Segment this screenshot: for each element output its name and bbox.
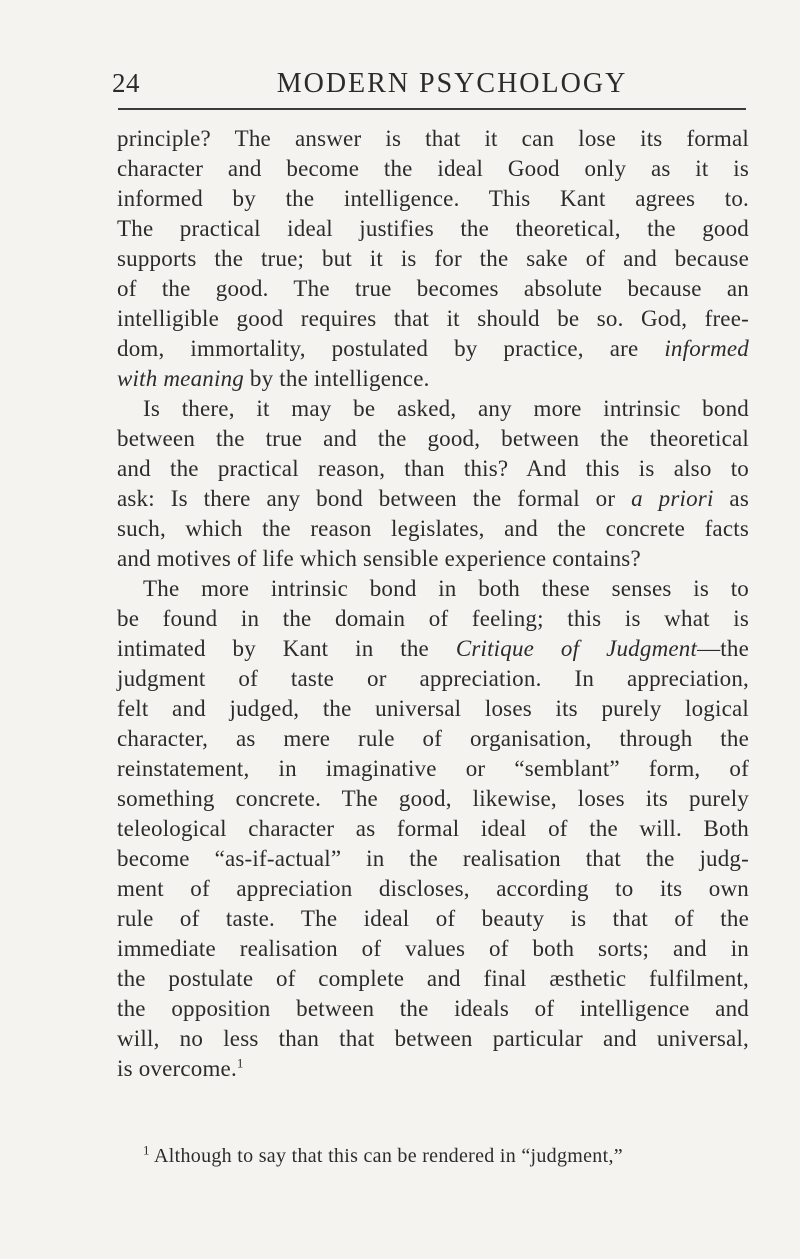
text-line: intimated by Kant in the Critique of Judgment—the: [117, 636, 749, 661]
text-line: The practical ideal justifies the theoretical, the good: [117, 216, 749, 241]
text-line: The more intrinsic bond in both these senses is to: [143, 576, 749, 601]
italic-phrase: a priori: [631, 486, 714, 511]
header-rule: [118, 108, 746, 110]
text-line: and motives of life which sensible experience contains?: [117, 546, 641, 571]
text-line: immediate realisation of values of both sorts; and in: [117, 936, 749, 961]
text-line: the opposition between the ideals of intelligence and: [117, 996, 749, 1021]
text-line: principle? The answer is that it can lose its formal: [117, 126, 749, 151]
text-line: will, no less than that between particular and universal,: [117, 1026, 749, 1051]
text-line: felt and judged, the universal loses its purely logical: [117, 696, 749, 721]
italic-phrase: Critique of Judgment: [455, 636, 698, 661]
footnote-reference[interactable]: 1: [236, 1055, 244, 1071]
text-line: ask: Is there any bond between the formal or a priori as: [117, 486, 749, 511]
text-line: intelligible good requires that it should be so. God, free-: [117, 306, 749, 331]
footnote-marker: 1: [143, 1142, 150, 1158]
page-header: [112, 62, 746, 102]
text-line: reinstatement, in imaginative or “semblant” form, of: [117, 756, 749, 781]
text-line: something concrete. The good, likewise, loses its purely: [117, 786, 749, 811]
text-line: and the practical reason, than this? And this is also to: [117, 456, 749, 481]
italic-phrase: with meaning: [117, 366, 244, 391]
text-line: rule of taste. The ideal of beauty is that of the: [117, 906, 749, 931]
text-line: character and become the ideal Good only as it is: [117, 156, 749, 181]
text-line: dom, immortality, postulated by practice, are informed: [117, 336, 749, 361]
text-line: between the true and the good, between the theoretical: [117, 426, 749, 451]
text-line: judgment of taste or appreciation. In appreciation,: [117, 666, 749, 691]
text-line: Is there, it may be asked, any more intrinsic bond: [143, 396, 749, 421]
text-line: informed by the intelligence. This Kant agrees to.: [117, 186, 749, 211]
text-line: character, as mere rule of organisation, through the: [117, 726, 749, 751]
text-line: teleological character as formal ideal of the will. Both: [117, 816, 749, 841]
running-title: MODERN PSYCHOLOGY: [276, 68, 628, 99]
text-line: is overcome.$^1$: [117, 1055, 244, 1081]
text-line: of the good. The true becomes absolute because an: [117, 276, 749, 301]
text-line: the postulate of complete and final æsthetic fulfilment,: [117, 966, 749, 991]
text-line: such, which the reason legislates, and the concrete facts: [117, 516, 749, 541]
text-line: ment of appreciation discloses, according to its own: [117, 876, 749, 901]
text-line: supports the true; but it is for the sake of and because: [117, 246, 749, 271]
footnote-text: Although to say that this can be rendered in “judgment,”: [154, 1145, 623, 1167]
text-line: be found in the domain of feeling; this is what is: [117, 606, 749, 631]
text-line: with meaning by the intelligence.: [117, 366, 430, 391]
page-number: 24: [112, 68, 140, 98]
body-text: [117, 124, 749, 1084]
footnote: [143, 1143, 683, 1169]
italic-phrase: informed: [664, 336, 749, 361]
text-line: become “as-if-actual” in the realisation that the judg-: [117, 846, 749, 871]
